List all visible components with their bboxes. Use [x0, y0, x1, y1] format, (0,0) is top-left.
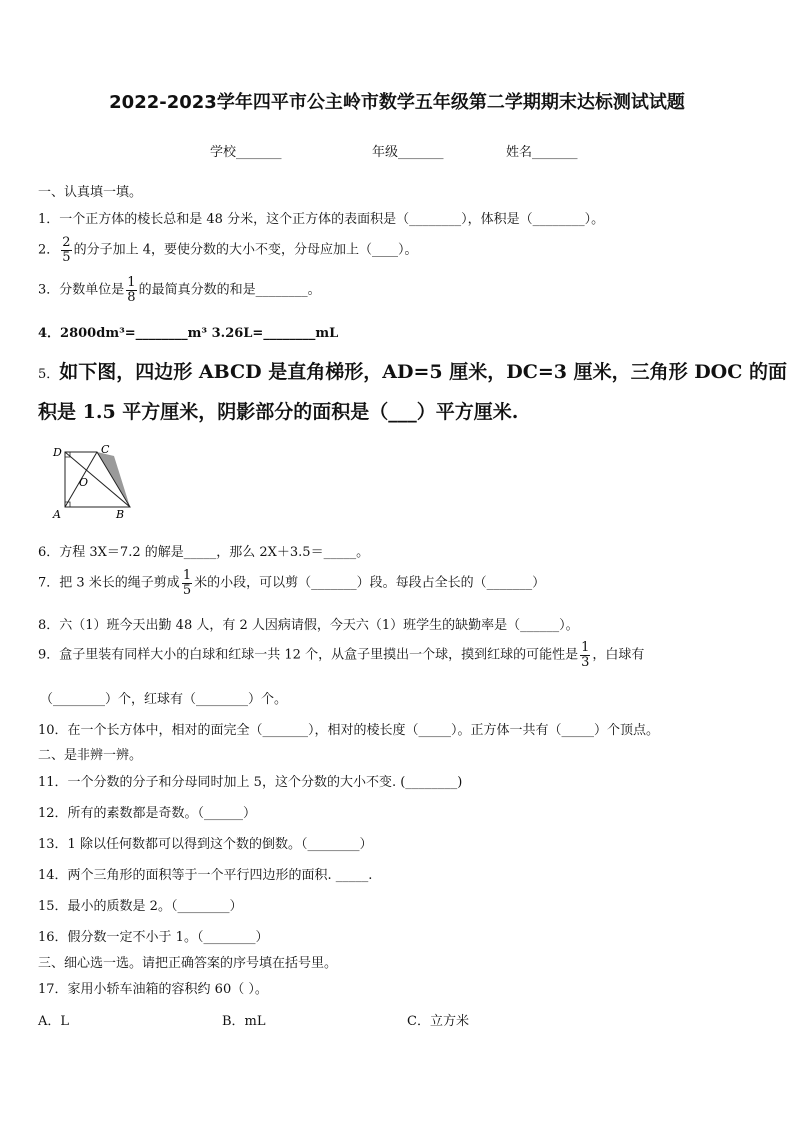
name-field: 姓名_______ — [506, 145, 578, 160]
question-7 — [38, 569, 545, 597]
question-9 — [38, 641, 644, 669]
fraction-denominator: 5 — [62, 249, 71, 265]
question-2 — [38, 236, 417, 264]
question-1: 1．一个正方体的棱长总和是 48 分米，这个正方体的表面积是（________），体积是（________）。 — [38, 212, 605, 227]
question-11: 11．一个分数的分子和分母同时加上 5，这个分数的大小不变. (________) — [38, 775, 463, 790]
question-6: 6．方程 3X＝7.2 的解是_____，那么 2X＋3.5＝_____。 — [38, 545, 370, 560]
option-b: B．mL — [222, 1014, 266, 1029]
question-5 — [38, 357, 787, 384]
question-5-number: 5． — [38, 367, 60, 382]
question-2-text: 的分子加上 4，要使分数的大小不变，分母应加上（____）。 — [73, 242, 418, 258]
question-9-line-2: （________）个，红球有（________）个。 — [40, 692, 288, 707]
question-15: 15．最小的质数是 2。（________） — [38, 899, 243, 914]
school-field: 学校_______ — [210, 145, 282, 160]
question-10: 10．在一个长方体中，相对的面完全（_______），相对的棱长度（_____）。正方体一共有（_____）个顶点。 — [38, 723, 660, 738]
label-b: B — [116, 508, 125, 521]
option-c: C．立方米 — [407, 1014, 469, 1029]
section-1-heading: 一、认真填一填。 — [38, 185, 143, 200]
fraction-numerator: 1 — [127, 275, 136, 290]
label-c: C — [101, 443, 110, 456]
fraction-1-3 — [580, 641, 590, 669]
fraction-1-5 — [182, 569, 192, 597]
fraction-numerator: 1 — [581, 640, 590, 655]
fraction-2-5 — [61, 236, 71, 264]
fraction-denominator: 8 — [127, 289, 136, 305]
question-5-line-2: 积是 1.5 平方厘米，阴影部分的面积是（___）平方厘米. — [38, 401, 519, 423]
question-3-text: 的最简真分数的和是________。 — [138, 282, 321, 298]
page-title: 2022-2023学年四平市公主岭市数学五年级第二学期期末达标测试试题 — [109, 92, 685, 113]
question-3-prefix: 3．分数单位是 — [38, 282, 125, 298]
question-5-line-1: 如下图，四边形 ABCD 是直角梯形，AD=5 厘米，DC=3 厘米，三角形 DOC 的面 — [59, 361, 787, 383]
question-2-prefix: 2． — [38, 242, 60, 258]
section-3-heading: 三、细心选一选。请把正确答案的序号填在括号里。 — [38, 956, 338, 971]
label-a: A — [53, 508, 61, 521]
fraction-denominator: 5 — [182, 582, 192, 598]
question-17: 17．家用小轿车油箱的容积约 60（ ）。 — [38, 982, 268, 997]
option-a: A．L — [38, 1014, 70, 1029]
question-16: 16．假分数一定不小于 1。（________） — [38, 930, 269, 945]
question-7-text: 米的小段，可以剪（_______）段。每段占全长的（_______） — [194, 575, 546, 591]
trapezoid-figure — [48, 442, 138, 522]
question-7-prefix: 7．把 3 米长的绳子剪成 — [38, 575, 180, 591]
question-9-text: ，白球有 — [592, 647, 645, 663]
section-2-heading: 二、是非辨一辨。 — [38, 748, 143, 763]
fraction-numerator: 1 — [182, 568, 192, 583]
question-8: 8．六（1）班今天出勤 48 人，有 2 人因病请假，今天六（1）班学生的缺勤率是（______）。 — [38, 618, 579, 633]
label-d: D — [53, 446, 62, 459]
question-12: 12．所有的素数都是奇数。（______） — [38, 806, 257, 821]
label-o: O — [79, 476, 89, 489]
fraction-denominator: 3 — [581, 654, 590, 670]
question-3 — [38, 276, 321, 304]
question-14: 14．两个三角形的面积等于一个平行四边形的面积. _____. — [38, 868, 373, 883]
question-13: 13．1 除以任何数都可以得到这个数的倒数。（________） — [38, 837, 373, 852]
fraction-1-8 — [126, 276, 136, 304]
question-9-prefix: 9．盒子里装有同样大小的白球和红球一共 12 个，从盒子里摸出一个球，摸到红球的可能性是 — [38, 647, 579, 663]
grade-field: 年级_______ — [372, 145, 444, 160]
fraction-numerator: 2 — [62, 235, 71, 250]
question-4: 4．2800dm³=________m³ 3.26L=________mL — [38, 326, 339, 341]
